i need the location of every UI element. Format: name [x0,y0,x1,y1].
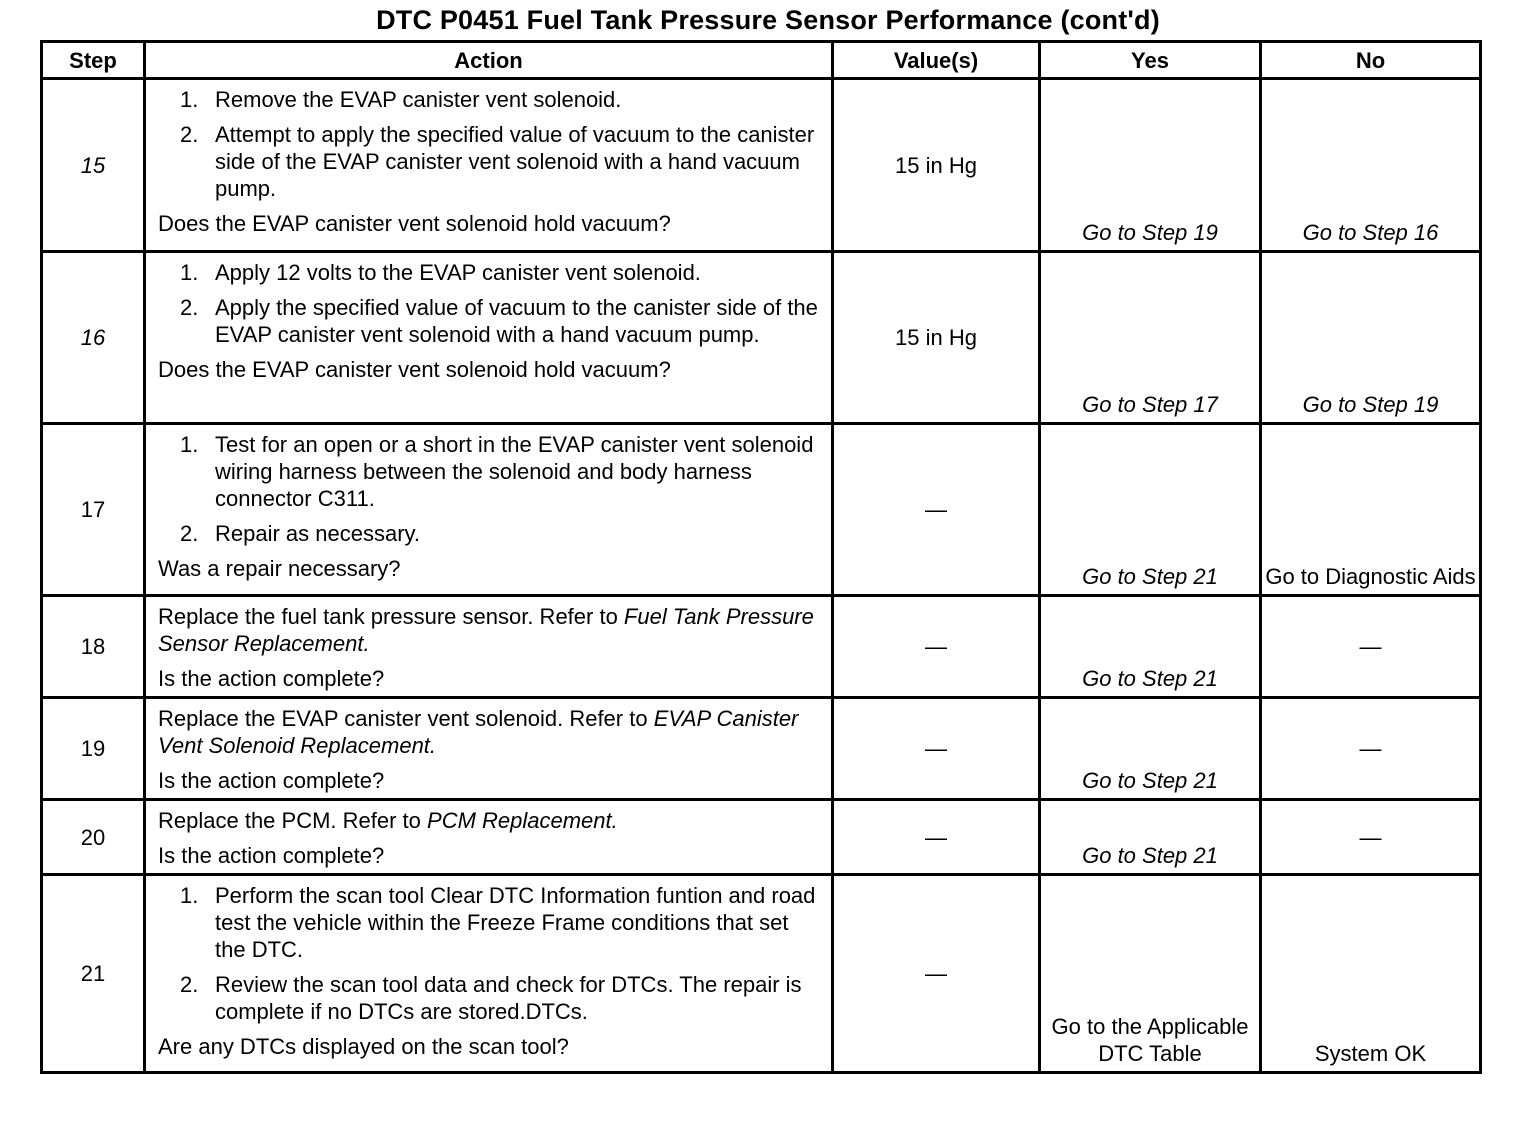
action-question: Is the action complete? [158,768,385,793]
no-cell: — [1261,698,1481,800]
action-question: Are any DTCs displayed on the scan tool? [158,1034,569,1059]
action-cell [145,252,833,424]
header-action: Action [145,42,833,79]
value-cell: — [833,424,1040,596]
action-question: Is the action complete? [158,843,385,868]
header-step: Step [42,42,145,79]
action-cell [145,424,833,596]
step-number: 19 [42,698,145,800]
yes-cell: Go to Step 19 [1040,79,1261,252]
action-steps-list [158,882,821,1025]
page-title: DTC P0451 Fuel Tank Pressure Sensor Performance (cont'd) [376,5,1160,35]
action-steps-list [158,86,821,202]
no-cell: Go to Step 16 [1261,79,1481,252]
yes-cell: Go to Step 17 [1040,252,1261,424]
table-header-row [42,42,1481,79]
no-cell: — [1261,800,1481,875]
action-steps-list [158,431,821,547]
step-number: 16 [42,252,145,424]
list-item: 1. Remove the EVAP canister vent solenoid. [180,87,622,112]
action-question: Does the EVAP canister vent solenoid hold vacuum? [158,211,671,236]
list-item: 1. Perform the scan tool Clear DTC Information funtion and road test the vehicle within the Freeze Frame conditions that set the DTC. [180,883,816,962]
action-question: Does the EVAP canister vent solenoid hold vacuum? [158,357,671,382]
action-cell [145,79,833,252]
yes-cell: Go to Step 21 [1040,424,1261,596]
table-row [42,79,1481,252]
action-cell [145,875,833,1073]
action-cell [145,800,833,875]
table-row [42,698,1481,800]
no-cell: Go to Step 19 [1261,252,1481,424]
value-cell: — [833,875,1040,1073]
action-cell [145,596,833,698]
step-number: 20 [42,800,145,875]
value-cell: 15 in Hg [833,252,1040,424]
table-row [42,424,1481,596]
table-row [42,252,1481,424]
action-text: Replace the fuel tank pressure sensor. Refer to Fuel Tank Pressure Sensor Replacement. [158,604,814,656]
value-cell: 15 in Hg [833,79,1040,252]
action-steps-list [158,259,821,348]
action-question: Is the action complete? [158,666,385,691]
action-cell [145,698,833,800]
list-item: 2. Apply the specified value of vacuum to the canister side of the EVAP canister vent solenoid with a hand vacuum pump. [180,295,818,347]
step-number: 15 [42,79,145,252]
step-number: 21 [42,875,145,1073]
yes-cell: Go to Step 21 [1040,698,1261,800]
action-question: Was a repair necessary? [158,556,401,581]
yes-cell: Go to Step 21 [1040,596,1261,698]
action-text: Replace the EVAP canister vent solenoid. Refer to EVAP Canister Vent Solenoid Replacement. [158,706,799,758]
list-item: 2. Repair as necessary. [180,521,421,546]
no-cell: Go to Diagnostic Aids [1261,424,1481,596]
value-cell: — [833,596,1040,698]
list-item: 1. Test for an open or a short in the EVAP canister vent solenoid wiring harness between the solenoid and body harness connector C311. [180,432,814,511]
no-cell: — [1261,596,1481,698]
header-yes: Yes [1040,42,1261,79]
header-values: Value(s) [833,42,1040,79]
step-number: 17 [42,424,145,596]
value-cell: — [833,698,1040,800]
list-item: 1. Apply 12 volts to the EVAP canister vent solenoid. [180,260,701,285]
list-item: 2. Review the scan tool data and check for DTCs. The repair is complete if no DTCs are stored.DTCs. [180,972,802,1024]
yes-cell: Go to the Applicable DTC Table [1040,875,1261,1073]
value-cell: — [833,800,1040,875]
diagnostic-table [40,40,1482,1074]
yes-cell: Go to Step 21 [1040,800,1261,875]
header-no: No [1261,42,1481,79]
table-row [42,596,1481,698]
no-cell: System OK [1261,875,1481,1073]
table-row [42,875,1481,1073]
action-text: Replace the PCM. Refer to PCM Replacement. [158,808,618,833]
step-number: 18 [42,596,145,698]
table-row [42,800,1481,875]
list-item: 2. Attempt to apply the specified value of vacuum to the canister side of the EVAP canister vent solenoid with a hand vacuum pump. [180,122,815,201]
